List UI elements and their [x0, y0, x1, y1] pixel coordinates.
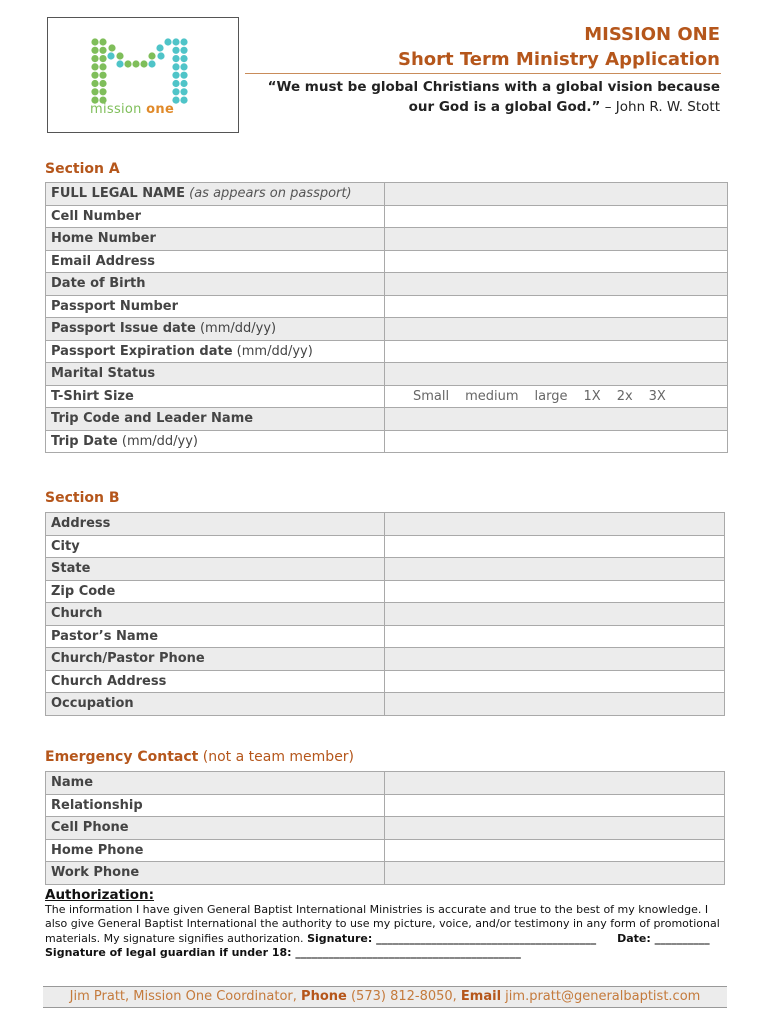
field-input[interactable] — [385, 772, 725, 795]
field-label: Church/Pastor Phone — [46, 648, 385, 671]
logo-dot — [148, 52, 155, 59]
field-label: Date of Birth — [46, 273, 385, 296]
field-label: FULL LEGAL NAME (as appears on passport) — [46, 183, 385, 206]
field-input[interactable] — [385, 625, 725, 648]
logo-dot — [91, 38, 98, 45]
table-row — [46, 408, 728, 431]
field-input[interactable] — [385, 250, 728, 273]
table-row — [46, 648, 725, 671]
field-input[interactable] — [385, 513, 725, 536]
logo-dot — [180, 72, 187, 79]
field-input[interactable] — [385, 839, 725, 862]
field-input[interactable] — [385, 385, 728, 408]
logo-dot — [99, 47, 106, 54]
logo-dot — [99, 72, 106, 79]
field-input[interactable] — [385, 295, 728, 318]
logo-dot — [99, 88, 106, 95]
emergency-title: Emergency Contact (not a team member) — [45, 749, 355, 765]
field-input[interactable] — [385, 558, 725, 581]
field-input[interactable] — [385, 580, 725, 603]
logo-dot — [91, 88, 98, 95]
field-input[interactable] — [385, 273, 728, 296]
field-label: Church Address — [46, 670, 385, 693]
logo-dot — [99, 80, 106, 87]
table-row — [46, 839, 725, 862]
table-row — [46, 273, 728, 296]
header-quote: “We must be global Christians with a global vision because our God is a global God.” – John R. W. Stott — [267, 79, 720, 115]
tshirt-size-option[interactable]: 1X — [583, 388, 601, 404]
logo-dot — [99, 38, 106, 45]
footer-contact: Jim Pratt, Mission One Coordinator, Phone (573) 812-8050, Email jim.pratt@generalbaptist.com — [43, 986, 727, 1008]
field-label: Occupation — [46, 693, 385, 716]
field-label: Trip Code and Leader Name — [46, 408, 385, 431]
logo-dot — [148, 60, 155, 67]
header-divider — [245, 73, 721, 74]
authorization-block — [45, 888, 725, 961]
field-label: Trip Date (mm/dd/yy) — [46, 430, 385, 453]
table-row — [46, 340, 728, 363]
logo-dot — [107, 52, 114, 59]
field-input[interactable] — [385, 648, 725, 671]
field-input[interactable] — [385, 318, 728, 341]
table-row — [46, 862, 725, 885]
org-title: MISSION ONE — [584, 24, 720, 45]
field-input[interactable] — [385, 430, 728, 453]
field-label: Passport Issue date (mm/dd/yy) — [46, 318, 385, 341]
field-input[interactable] — [385, 862, 725, 885]
section-a-table — [45, 182, 728, 453]
logo-dot — [180, 38, 187, 45]
field-input[interactable] — [385, 817, 725, 840]
field-input[interactable] — [385, 340, 728, 363]
field-label: Passport Expiration date (mm/dd/yy) — [46, 340, 385, 363]
table-row — [46, 250, 728, 273]
field-input[interactable] — [385, 228, 728, 251]
logo-dot — [172, 38, 179, 45]
section-b-title: Section B — [45, 490, 120, 506]
tshirt-size-option[interactable]: 3X — [648, 388, 666, 404]
section-b-table — [45, 512, 725, 716]
logo-dot — [91, 63, 98, 70]
field-input[interactable] — [385, 363, 728, 386]
logo-wordmark: mission one — [90, 102, 175, 117]
logo-dot — [91, 47, 98, 54]
table-row — [46, 295, 728, 318]
field-label: City — [46, 535, 385, 558]
table-row — [46, 772, 725, 795]
field-label: Pastor’s Name — [46, 625, 385, 648]
field-label: Work Phone — [46, 862, 385, 885]
field-input[interactable] — [385, 408, 728, 431]
logo-dot — [172, 88, 179, 95]
logo-dot — [172, 72, 179, 79]
table-row — [46, 625, 725, 648]
table-row — [46, 228, 728, 251]
logo-dot — [108, 44, 115, 51]
field-label: T-Shirt Size — [46, 385, 385, 408]
logo-dot — [172, 80, 179, 87]
logo-dot — [140, 60, 147, 67]
table-row — [46, 513, 725, 536]
logo-dot — [91, 80, 98, 87]
logo-dot — [180, 80, 187, 87]
field-label: Home Phone — [46, 839, 385, 862]
logo-dot — [157, 52, 164, 59]
tshirt-size-option[interactable]: 2x — [616, 388, 633, 404]
table-row — [46, 183, 728, 206]
table-row — [46, 558, 725, 581]
mission-one-logo — [47, 17, 239, 133]
logo-dot — [99, 63, 106, 70]
logo-dot — [180, 63, 187, 70]
logo-dot — [180, 88, 187, 95]
tshirt-size-option[interactable]: medium — [465, 388, 519, 404]
table-row — [46, 580, 725, 603]
field-label: State — [46, 558, 385, 581]
field-input[interactable] — [385, 535, 725, 558]
table-row — [46, 430, 728, 453]
section-a-title: Section A — [45, 161, 120, 177]
form-title: Short Term Ministry Application — [398, 49, 720, 70]
table-row — [46, 535, 725, 558]
field-label: Zip Code — [46, 580, 385, 603]
field-label: Cell Number — [46, 205, 385, 228]
table-row — [46, 670, 725, 693]
field-input[interactable] — [385, 603, 725, 626]
field-label: Email Address — [46, 250, 385, 273]
table-row — [46, 318, 728, 341]
logo-dot — [99, 55, 106, 62]
logo-dot — [180, 47, 187, 54]
logo-dot — [156, 44, 163, 51]
table-row — [46, 385, 728, 408]
field-input[interactable] — [385, 205, 728, 228]
logo-dot — [91, 55, 98, 62]
field-input[interactable] — [385, 693, 725, 716]
field-input[interactable] — [385, 794, 725, 817]
field-label: Address — [46, 513, 385, 536]
table-row — [46, 817, 725, 840]
table-row — [46, 603, 725, 626]
table-row — [46, 794, 725, 817]
field-label: Name — [46, 772, 385, 795]
table-row — [46, 363, 728, 386]
logo-dot — [116, 52, 123, 59]
logo-dot — [172, 55, 179, 62]
table-row — [46, 693, 725, 716]
guardian-signature-line[interactable]: Signature of legal guardian if under 18: _________________________________________ — [45, 946, 521, 959]
logo-dot — [172, 63, 179, 70]
logo-dot — [172, 47, 179, 54]
emergency-table — [45, 771, 725, 885]
field-label: Home Number — [46, 228, 385, 251]
tshirt-size-option[interactable]: Small — [413, 388, 450, 404]
field-input[interactable] — [385, 670, 725, 693]
logo-dot — [180, 55, 187, 62]
logo-dot — [164, 38, 171, 45]
field-input[interactable] — [385, 183, 728, 206]
field-label: Church — [46, 603, 385, 626]
logo-dot — [132, 60, 139, 67]
field-label: Cell Phone — [46, 817, 385, 840]
authorization-heading: Authorization: — [45, 887, 155, 903]
field-label: Passport Number — [46, 295, 385, 318]
field-label: Relationship — [46, 794, 385, 817]
logo-dot — [116, 60, 123, 67]
tshirt-size-option[interactable]: large — [534, 388, 568, 404]
date-line[interactable]: Date: __________ — [617, 931, 710, 945]
logo-dot — [91, 72, 98, 79]
field-label: Marital Status — [46, 363, 385, 386]
authorization-text: The information I have given General Baptist International Ministries is accurate and true to the best of my knowledge. I also give General Baptist International the authority to use my picture, voice, and/or testimony in any form of promotional materials. My signature signifies authorization. Signature: ________________________________________ Date: __________ — [45, 902, 720, 945]
logo-dot — [124, 60, 131, 67]
table-row — [46, 205, 728, 228]
logo-dot — [180, 97, 187, 104]
signature-line[interactable]: Signature: ________________________________________ — [307, 931, 597, 945]
